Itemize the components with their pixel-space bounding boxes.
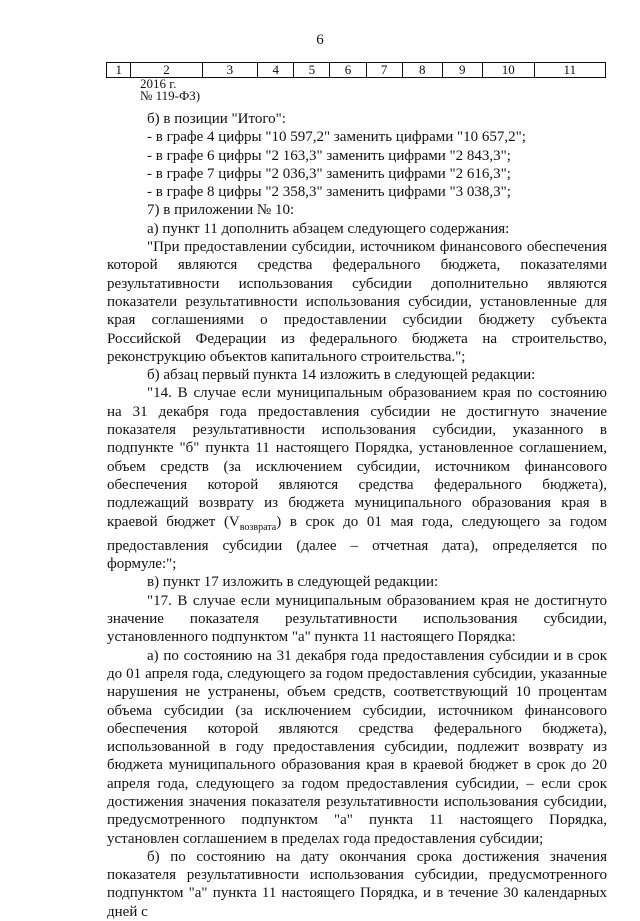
paragraph-14: [107, 384, 607, 573]
column-number: 6: [330, 63, 366, 78]
column-number: 11: [534, 63, 605, 78]
paragraph: "При предоставлении субсидии, источником финансового обеспечения которой являются средства федерального бюджета, показателями результативности использования субсидии дополнительно являются показатели результативности использования субсидии, установленные для края соглашениями о предоставлении субсидии бюджету субъекта Российской Федерации из федерального бюджета на строительство, реконструкцию объектов капитального строительства.";: [107, 239, 607, 365]
carry-line: 2016 г.: [140, 76, 177, 91]
paragraph: а) пункт 11 дополнить абзацем следующего содержания:: [147, 220, 510, 237]
page-number: 6: [316, 32, 324, 48]
column-number: 3: [202, 63, 258, 78]
column-number: 10: [482, 63, 534, 78]
paragraph: б) в позиции "Итого":: [147, 111, 286, 127]
column-number: 7: [366, 63, 402, 78]
column-number: 5: [294, 63, 330, 78]
paragraph: - в графе 6 цифры "2 163,3" заменить цифрами "2 843,3";: [147, 147, 511, 164]
column-number: 4: [258, 63, 294, 78]
v-subscript: возврата: [239, 521, 277, 533]
paragraph: а) по состоянию на 31 декабря года предоставления субсидии и в срок до 01 апреля года, следующего за годом предоставления субсидии, указанные нарушения не устранены, объем средств, соответствующий 10 процентам объема субсидии (за исключением субсидии, источником финансового обеспечения которой являются средства федерального бюджета), использованной в году предоставления субсидии, подлежит возврату из бюджета муниципального образования края в краевой бюджет в срок до 20 апреля года, следующего за годом предоставления субсидии, – если срок достижения значения показателя результативности использования субсидии, предусмотренного подпунктом "а" пункта 11 настоящего Порядка, установлен соглашением в пределах года предоставления субсидии;: [107, 647, 607, 847]
paragraph: "17. В случае если муниципальным образованием края не достигнуто значение показателя результативности использования субсидии, установленного подпунктом "а" пункта 11 настоящего Порядка:: [107, 592, 607, 646]
paragraph-14-tail: ) в срок до 01 мая года, следующего за годом предоставления субсидии (далее – отчетная дата), определяется по формуле:";: [107, 513, 608, 573]
column-number: 2: [131, 63, 202, 78]
carried-over-text: [140, 78, 200, 102]
paragraph: б) по состоянию на дату окончания срока достижения значения показателя результативности использования субсидии, предусмотренного подпунктом "а" пункта 11 настоящего Порядка, и в течение 30 календарных дней с: [107, 848, 607, 920]
paragraph: - в графе 4 цифры "10 597,2" заменить цифрами "10 657,2";: [147, 129, 526, 146]
paragraph: б) абзац первый пункта 14 изложить в следующей редакции:: [147, 367, 536, 384]
document-body: [107, 110, 607, 921]
paragraph: в) пункт 17 изложить в следующей редакции:: [147, 574, 439, 591]
column-number: 9: [442, 63, 482, 78]
paragraph: 7) в приложении № 10:: [147, 202, 295, 219]
paragraph: - в графе 7 цифры "2 036,3" заменить цифрами "2 616,3";: [147, 165, 511, 182]
paragraph: - в графе 8 цифры "2 358,3" заменить цифрами "3 038,3";: [147, 184, 511, 201]
column-number: 8: [402, 63, 442, 78]
column-number: 1: [107, 63, 131, 78]
paragraph-14-text: "14. В случае если муниципальным образованием края по состоянию на 31 декабря года предоставления субсидии не достигнуто значение показателя результативности использования субсидии, указанного в подпункте "б" пункта 11 настоящего Порядка, установленное соглашением, объем средств (за исключением субсидии, источником финансового обеспечения которой являются средства федерального бюджета), подлежащий возврату из бюджета муниципального образования края в краевой бюджет (V: [107, 385, 607, 530]
table-header-row: [106, 62, 606, 78]
carry-line: № 119-ФЗ): [140, 88, 201, 103]
